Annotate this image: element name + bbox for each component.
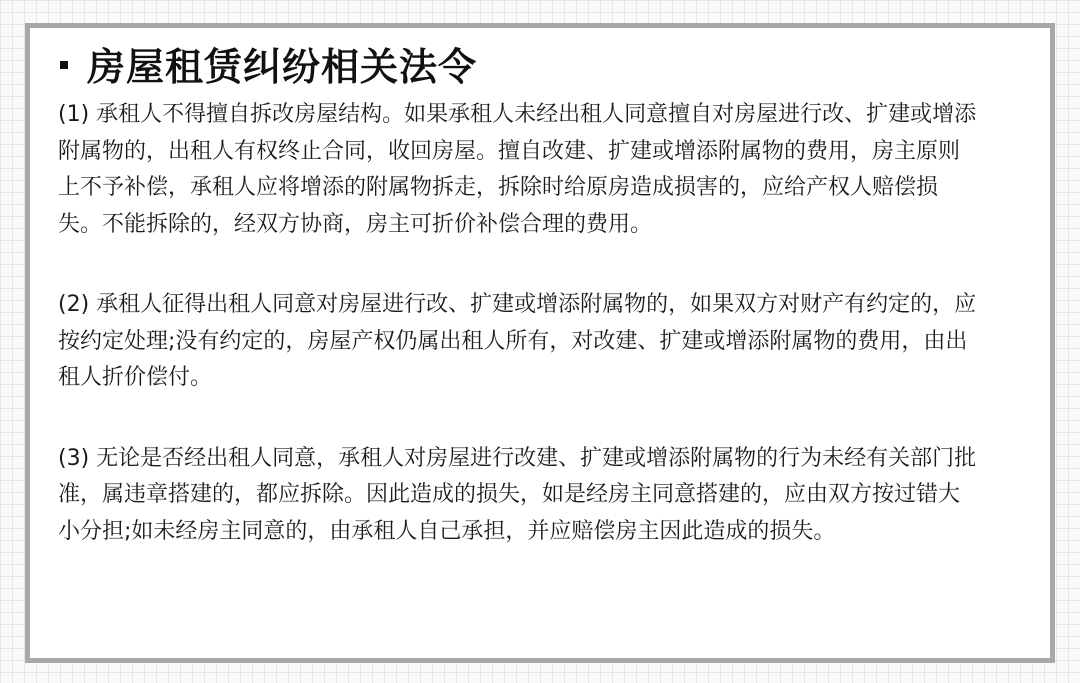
paragraph-2: (2) 承租人征得出租人同意对房屋进行改、扩建或增添附属物的，如果双方对财产有约定的，应按约定处理;没有约定的，房屋产权仍属出租人所有，对改建、扩建或增添附属物的费用，由出租人折价偿付。 [58,292,977,390]
paragraph-1: (1) 承租人不得擅自拆改房屋结构。如果承租人未经出租人同意擅自对房屋进行改、扩建或增添附属物的，出租人有权终止合同，收回房屋。擅自改建、扩建或增添附属物的费用，房主原则上不予补偿，承租人应将增添的附属物拆走，拆除时给原房造成损害的，应给产权人赔偿损失。不能拆除的，经双方协商，房主可折价补偿合理的费用。 [58,102,977,237]
bullet-icon [60,61,68,69]
page-title: 房屋租赁纠纷相关法令 [87,44,478,89]
title-row [60,35,477,91]
paragraph-3: (3) 无论是否经出租人同意，承租人对房屋进行改建、扩建或增添附属物的行为未经有关部门批准，属违章搭建的，都应拆除。因此造成的损失，如是经房主同意搭建的，应由双方按过错大小分担;如未经房主同意的，由承租人自己承担，并应赔偿房主因此造成的损失。 [58,445,977,544]
content-body [58,97,978,550]
